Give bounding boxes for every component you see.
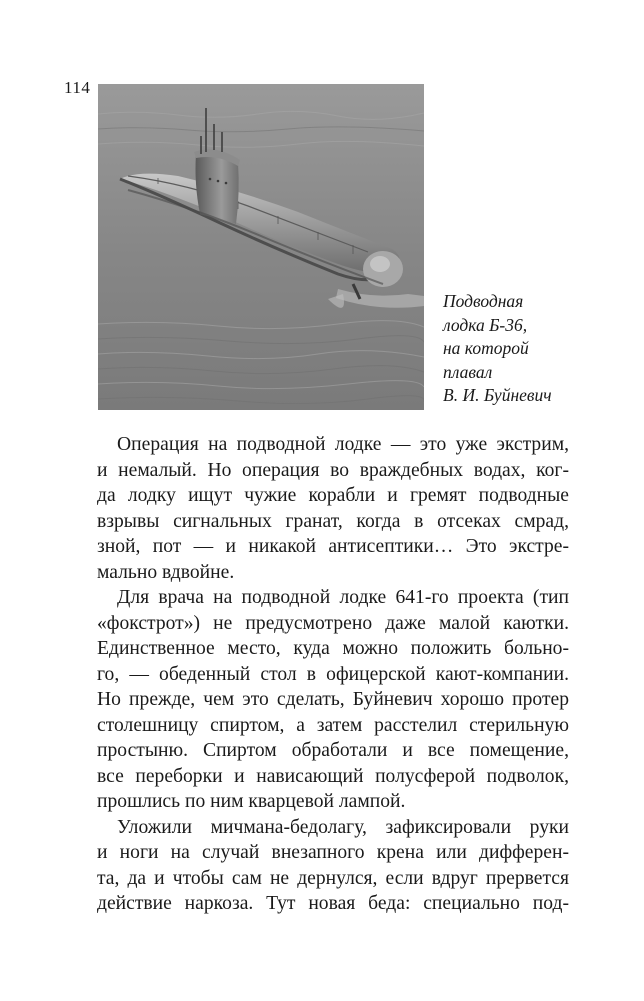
text-line: простыню. Спиртом обработали и все помещение, xyxy=(97,740,569,761)
paragraph xyxy=(97,815,569,917)
text-line: действие наркоза. Тут новая беда: специально под- xyxy=(97,893,569,914)
text-line: столешницу спиртом, а затем расстелил стерильную xyxy=(97,714,569,736)
text-line: и немалый. Но операция во враждебных водах, ког- xyxy=(97,459,569,481)
text-line: все переборки и нависающий полусферой подволок, xyxy=(97,765,569,787)
caption-line: лодка Б-36, xyxy=(443,314,528,335)
text-line: та, да и чтобы сам не дернулся, если вдруг прервется xyxy=(97,867,569,889)
caption-line: плавал xyxy=(443,361,493,382)
text-line: «фокстрот») не предусмотрено даже малой каютки. xyxy=(97,612,569,634)
text-line: прошлись по ним кварцевой лампой. xyxy=(97,791,406,812)
text-line: го, — обеденный стол в офицерской кают-компании. xyxy=(97,663,569,685)
paragraph xyxy=(97,585,569,815)
paragraph xyxy=(97,432,569,585)
text-line: Единственное место, куда можно положить больно- xyxy=(97,638,569,659)
photo-caption xyxy=(443,290,633,408)
submarine-photo xyxy=(98,84,424,410)
text-line: Но прежде, чем это сделать, Буйневич хорошо протер xyxy=(97,689,569,710)
text-line: Для врача на подводной лодке 641-го проекта (тип xyxy=(117,587,569,608)
page-number: 114 xyxy=(64,78,91,97)
caption-line: В. И. Буйневич xyxy=(443,385,552,405)
text-line: Операция на подводной лодке — это уже экстрим, xyxy=(117,434,569,455)
body-text xyxy=(97,432,569,917)
text-line: Уложили мичмана-бедолагу, зафиксировали руки xyxy=(117,816,569,838)
text-line: и ноги на случай внезапного крена или дифферен- xyxy=(97,842,569,863)
text-line: зной, пот — и никакой антисептики… Это экстре- xyxy=(97,536,569,557)
text-line: взрывы сигнальных гранат, когда в отсеках смрад, xyxy=(97,510,569,532)
caption-line: Подводная xyxy=(443,291,524,311)
caption-line: на которой xyxy=(443,338,529,358)
text-line: да лодку ищут чужие корабли и гремят подводные xyxy=(97,485,569,506)
text-line: мально вдвойне. xyxy=(97,561,235,583)
